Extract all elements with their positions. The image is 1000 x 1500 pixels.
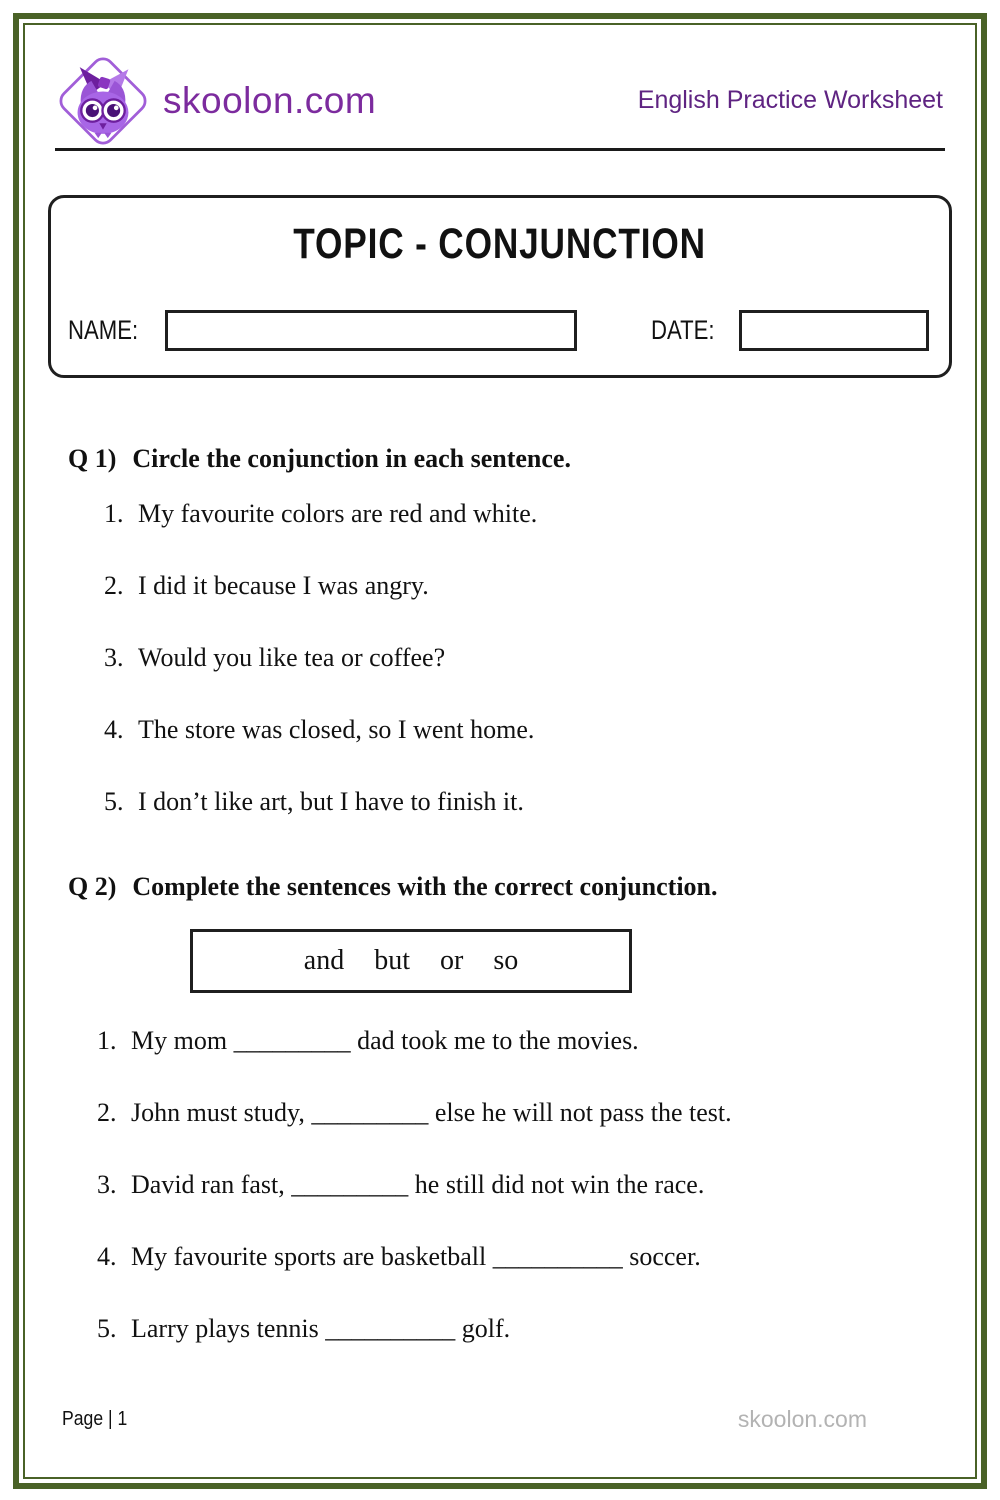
list-item <box>97 1026 732 1098</box>
item-text: I did it because I was angry. <box>138 571 429 600</box>
logo-text: skoolon.com <box>163 80 377 121</box>
item-number: 5. <box>97 1314 117 1343</box>
list-item <box>104 499 537 571</box>
name-label: NAME: <box>68 315 139 345</box>
q2-heading <box>68 872 718 902</box>
item-text: David ran fast, _________ he still did not win the race. <box>131 1170 705 1199</box>
name-input[interactable] <box>165 310 577 351</box>
list-item <box>104 643 537 715</box>
item-number: 5. <box>104 787 124 816</box>
date-label: DATE: <box>651 315 715 345</box>
worksheet-title: TOPIC - CONJUNCTION <box>293 220 707 268</box>
list-item <box>104 787 537 859</box>
q2-number: Q 2) <box>68 872 117 901</box>
footer-site-watermark: skoolon.com <box>737 1406 867 1432</box>
list-item <box>97 1098 732 1170</box>
item-number: 4. <box>104 715 124 744</box>
q1-list <box>104 499 537 859</box>
list-item <box>97 1242 732 1314</box>
item-number: 2. <box>104 571 124 600</box>
item-number: 3. <box>97 1170 117 1199</box>
q1-heading-text: Circle the conjunction in each sentence. <box>132 444 571 473</box>
item-text: My favourite colors are red and white. <box>138 499 538 528</box>
item-text: My favourite sports are basketball __________ soccer. <box>131 1242 701 1271</box>
item-text: Would you like tea or coffee? <box>138 643 446 672</box>
list-item <box>97 1314 732 1386</box>
word-bank-box <box>190 929 632 993</box>
q2-list <box>97 1026 732 1386</box>
page-number: Page | 1 <box>62 1408 128 1430</box>
item-text: I don’t like art, but I have to finish it. <box>138 787 524 816</box>
topic-box <box>48 195 952 378</box>
q1-heading <box>68 444 571 474</box>
item-number: 3. <box>104 643 124 672</box>
header-divider <box>55 148 945 151</box>
item-number: 1. <box>104 499 124 528</box>
item-text: The store was closed, so I went home. <box>138 715 535 744</box>
list-item <box>104 571 537 643</box>
date-input[interactable] <box>739 310 929 351</box>
list-item <box>97 1170 732 1242</box>
word-bank-word: so <box>493 945 519 976</box>
list-item <box>104 715 537 787</box>
item-text: John must study, _________ else he will not pass the test. <box>131 1098 732 1127</box>
item-number: 4. <box>97 1242 117 1271</box>
word-bank-word: or <box>439 945 464 976</box>
word-bank-word: and <box>303 945 345 976</box>
item-number: 1. <box>97 1026 117 1055</box>
worksheet-subtitle: English Practice Worksheet <box>637 86 943 114</box>
q2-heading-text: Complete the sentences with the correct conjunction. <box>132 872 718 901</box>
item-text: My mom _________ dad took me to the movies. <box>131 1026 639 1055</box>
item-number: 2. <box>97 1098 117 1127</box>
q1-number: Q 1) <box>68 444 117 473</box>
skoolon-owl-logo-icon <box>50 48 156 154</box>
word-bank-word: but <box>374 945 410 976</box>
item-text: Larry plays tennis __________ golf. <box>131 1314 511 1343</box>
